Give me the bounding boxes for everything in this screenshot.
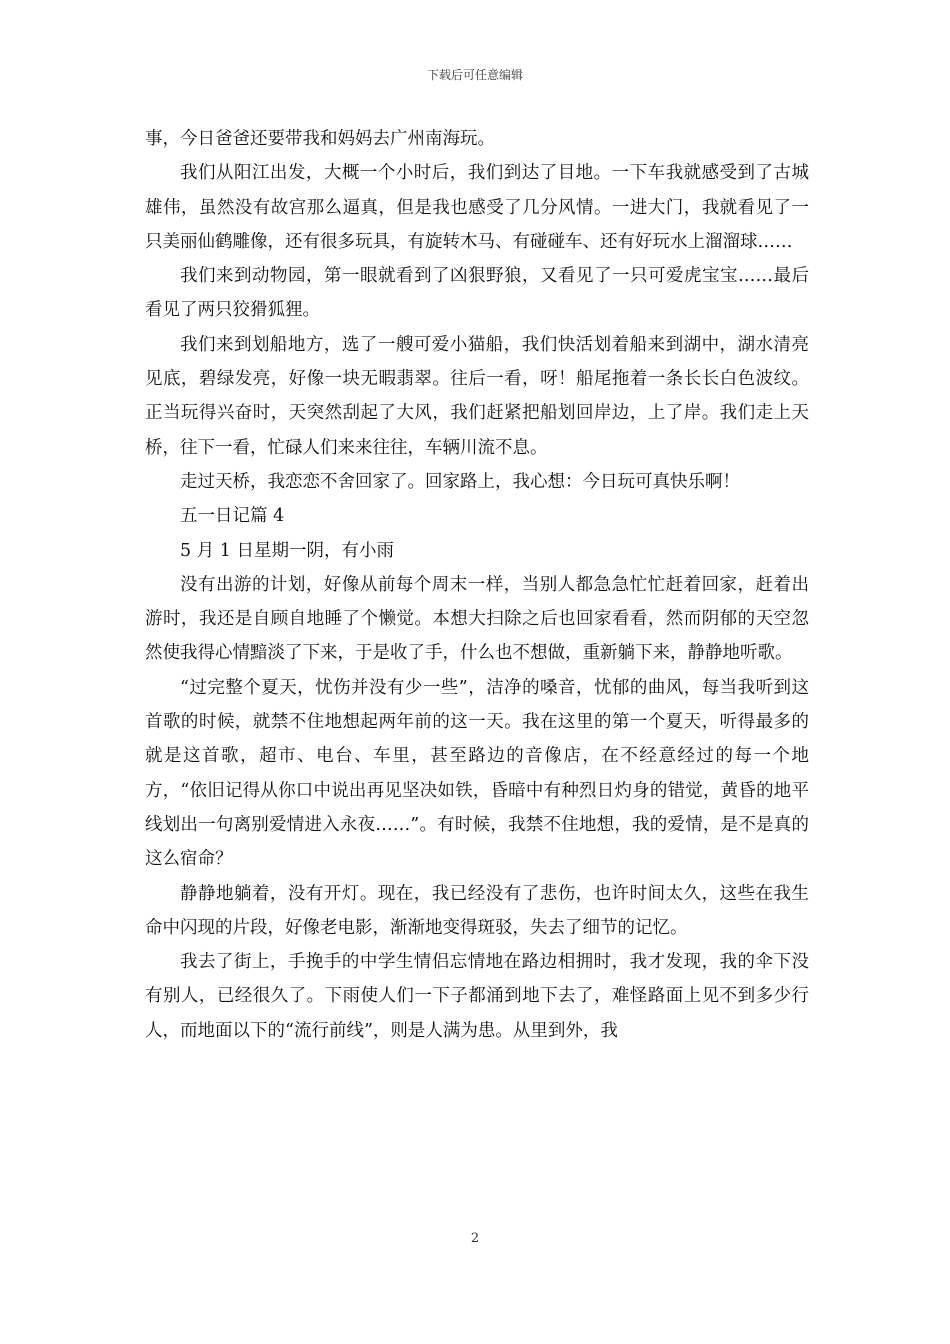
paragraph-8: 没有出游的计划，好像从前每个周末一样，当别人都急急忙忙赶着回家，赶着出游时，我还是自顾自地睡了个懒觉。本想大扫除之后也回家看看，然而阴郁的天空忽然使我得心情黯淡了下来，于是收了手，什么也不想做，重新躺下来，静静地听歌。 bbox=[145, 574, 809, 664]
paragraph-4: 我们来到划船地方，选了一艘可爱小猫船，我们快活划着船来到湖中，湖水清亮见底，碧绿发亮，好像一块无暇翡翠。往后一看，呀！船尾拖着一条长长白色波纹。正当玩得兴奋时，天突然刮起了大风，我们赶紧把船划回岸边，上了岸。我们走上天桥，往下一看，忙碌人们来来往往，车辆川流不息。 bbox=[145, 334, 809, 458]
diary-date: 5 月 1 日星期一阴，有小雨 bbox=[180, 540, 394, 561]
paragraph-11: 我去了街上，手挽手的中学生情侣忘情地在路边相拥时，我才发现，我的伞下没有别人，已经很久了。下雨使人们一下子都涌到地下去了，难怪路面上见不到多少行人，而地面以下的“流行前线”，则是人满为患。从里到外，我 bbox=[145, 952, 809, 1041]
page-number: 2 bbox=[470, 1231, 480, 1246]
page-header: 下载后可任意编辑 bbox=[426, 68, 523, 82]
document-body bbox=[145, 122, 809, 1048]
paragraph-1: 事，今日爸爸还要带我和妈妈去广州南海玩。 bbox=[145, 129, 495, 149]
paragraph-3: 我们来到动物园，第一眼就看到了凶狠野狼，又看见了一只可爱虎宝宝……最后看见了两只狡猾狐狸。 bbox=[145, 266, 809, 321]
paragraph-9: “过完整个夏天，忧伤并没有少一些”，洁净的嗓音，忧郁的曲风，每当我听到这首歌的时候，就禁不住地想起两年前的这一天。我在这里的第一个夏天，听得最多的就是这首歌，超市、电台、车里，甚至路边的音像店，在不经意经过的每一个地方，“依旧记得从你口中说出再见坚决如铁，昏暗中有种烈日灼身的错觉，黄昏的地平线划出一句离别爱情进入永夜……”。有时候，我禁不住地想，我的爱情，是不是真的这么宿命？ bbox=[145, 677, 809, 870]
paragraph-10: 静静地躺着，没有开灯。现在，我已经没有了悲伤，也许时间太久，这些在我生命中闪现的片段，好像老电影，渐渐地变得斑驳，失去了细节的记忆。 bbox=[145, 883, 809, 938]
section-title: 五一日记篇 4 bbox=[180, 506, 285, 527]
paragraph-5: 走过天桥，我恋恋不舍回家了。回家路上，我心想：今日玩可真快乐啊！ bbox=[180, 471, 740, 492]
paragraph-2: 我们从阳江出发，大概一个小时后，我们到达了目地。一下车我就感受到了古城雄伟，虽然没有故宫那么逼真，但是我也感受了几分风情。一进大门，我就看见了一只美丽仙鹤雕像，还有很多玩具，有旋转木马、有碰碰车、还有好玩水上溜溜球…… bbox=[145, 163, 809, 252]
